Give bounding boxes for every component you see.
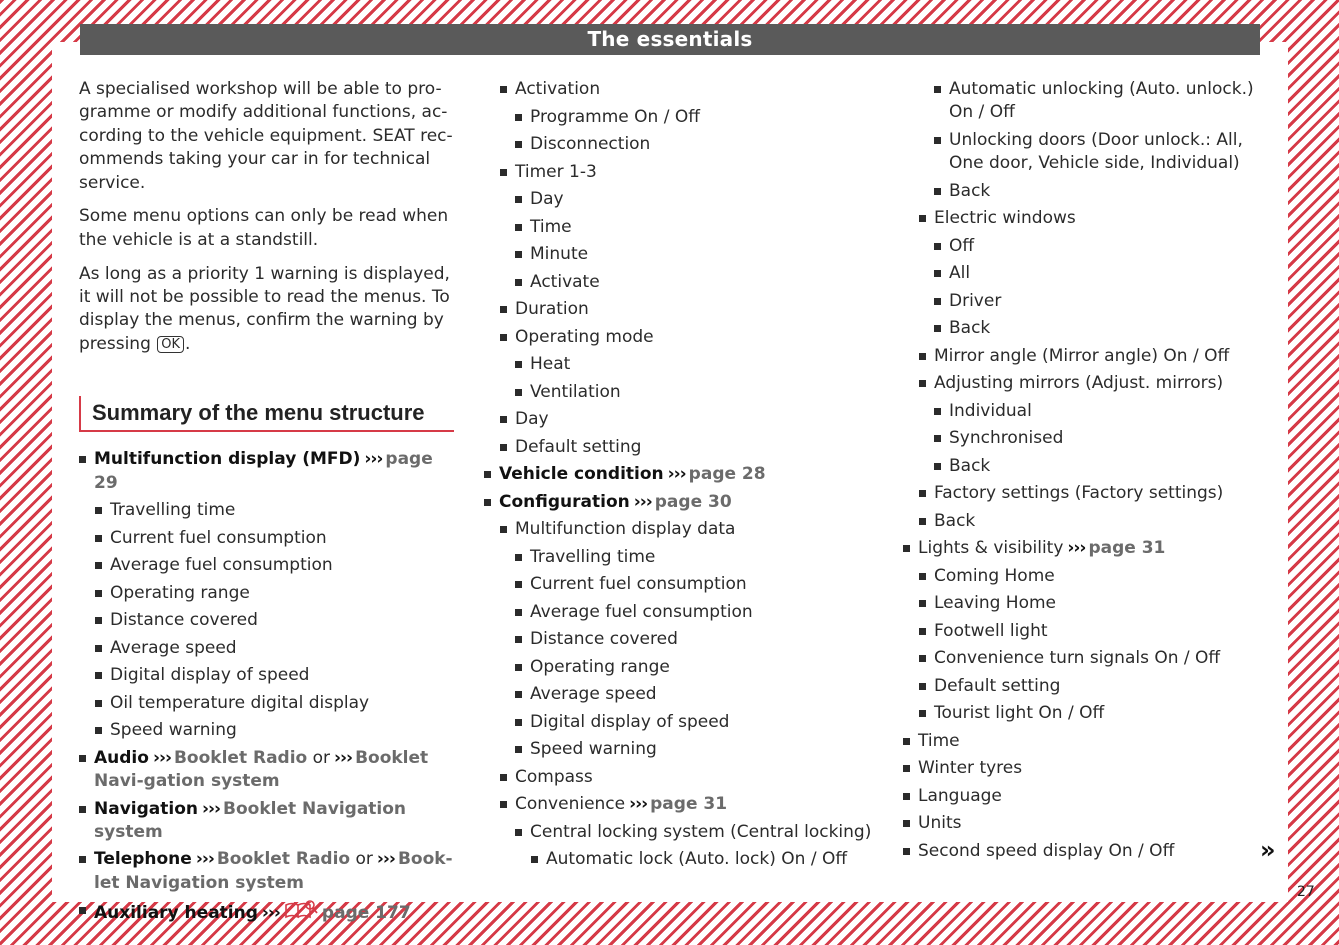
mfd-item: Distance covered	[95, 609, 457, 632]
intro-paragraph-3-text: As long as a priority 1 warning is displayed, it will not be possible to read the menus. To display the menus, confirm the warning by pressing	[79, 263, 450, 354]
menu-item-duration: Duration	[500, 298, 884, 321]
ref-arrow: ›››	[1067, 538, 1086, 559]
intro-paragraph-3	[79, 263, 457, 357]
mfd-data-item: Operating range	[515, 656, 884, 679]
ref-arrow: ›››	[195, 849, 214, 870]
mfd-item: Digital display of speed	[95, 664, 457, 687]
menu-item-operating-mode: Operating mode	[500, 326, 884, 349]
menu-item-back: Back	[919, 510, 1263, 533]
mfd-item: Operating range	[95, 582, 457, 605]
menu-list-col3	[903, 78, 1263, 863]
telephone-ref-navigation[interactable]: Book-let Navigation system	[94, 849, 453, 893]
mfd-data-item: Speed warning	[515, 738, 884, 761]
page-number: 27	[1297, 884, 1315, 900]
menu-item-activate: Activate	[515, 271, 884, 294]
menu-list-col2	[484, 78, 884, 871]
menu-item-top: Winter tyres	[903, 757, 1263, 780]
ref-arrow: ›››	[334, 747, 353, 768]
lights-item: Footwell light	[919, 620, 1263, 643]
menu-item-auxiliary-heating	[79, 899, 457, 928]
audio-ref-radio[interactable]: Booklet Radio	[173, 747, 308, 768]
menu-item-back: Back	[934, 180, 1263, 203]
menu-item-central-locking: Central locking system (Central locking)	[515, 821, 884, 844]
mfd-label: Multifunction display (MFD)	[94, 449, 361, 470]
vehicle-condition-label: Vehicle condition	[499, 464, 664, 484]
lights-item: Tourist light On / Off	[919, 702, 1263, 725]
menu-item-time: Time	[515, 216, 884, 239]
ref-arrow: ›››	[376, 849, 395, 870]
mfd-item: Average fuel consumption	[95, 554, 457, 577]
ref-arrow: ›››	[629, 794, 648, 814]
intro-paragraph-3-end: .	[185, 333, 191, 354]
adjusting-mirrors-item: Individual	[934, 400, 1263, 423]
menu-item-mirror-angle: Mirror angle (Mirror angle) On / Off	[919, 345, 1263, 368]
or-text: or	[355, 849, 373, 870]
adjusting-mirrors-item: Back	[934, 455, 1263, 478]
aux-heating-label: Auxiliary heating	[94, 903, 258, 924]
menu-item-heat: Heat	[515, 353, 884, 376]
configuration-label: Configuration	[499, 491, 630, 512]
menu-item-mfd-data: Multifunction display data	[500, 518, 884, 541]
adjusting-mirrors-item: Synchronised	[934, 427, 1263, 450]
electric-windows-item: Off	[934, 235, 1263, 258]
menu-item-adjusting-mirrors: Adjusting mirrors (Adjust. mirrors)	[919, 372, 1263, 395]
continue-arrow-icon: »	[1260, 836, 1276, 864]
menu-item-factory-settings: Factory settings (Factory settings)	[919, 482, 1263, 505]
lights-page-ref[interactable]: page 31	[1088, 538, 1166, 559]
menu-item-auto-lock: Automatic lock (Auto. lock) On / Off	[531, 848, 884, 871]
mfd-page-ref[interactable]: page 29	[94, 449, 433, 493]
menu-item-disconnection: Disconnection	[515, 133, 884, 156]
lights-label: Lights & visibility	[918, 538, 1064, 559]
menu-item-lights-visibility	[903, 537, 1263, 560]
column-1	[79, 78, 457, 933]
column-2	[484, 78, 884, 876]
aux-heating-page-ref[interactable]: page 177	[321, 903, 411, 924]
menu-item-ventilation: Ventilation	[515, 381, 884, 404]
menu-item-telephone	[79, 848, 457, 895]
ref-arrow: ›››	[667, 464, 686, 484]
or-text: or	[312, 747, 331, 768]
mfd-data-item: Current fuel consumption	[515, 573, 884, 596]
vehicle-condition-page-ref[interactable]: page 28	[688, 464, 766, 484]
ref-arrow: ›››	[261, 903, 280, 924]
menu-item-day: Day	[515, 188, 884, 211]
ref-arrow: ›››	[152, 747, 171, 768]
ref-arrow: ›››	[364, 449, 383, 470]
column-3	[903, 78, 1263, 867]
mfd-data-item: Average fuel consumption	[515, 601, 884, 624]
lights-item: Convenience turn signals On / Off	[919, 647, 1263, 670]
summary-heading: Summary of the menu structure	[79, 396, 454, 432]
menu-item-audio	[79, 747, 457, 794]
electric-windows-item: Back	[934, 317, 1263, 340]
ok-key-symbol: OK	[157, 336, 184, 353]
menu-list-col1	[79, 448, 457, 929]
menu-item-timer: Timer 1-3	[500, 161, 884, 184]
mfd-data-item: Average speed	[515, 683, 884, 706]
convenience-label: Convenience	[515, 794, 626, 814]
menu-item-minute: Minute	[515, 243, 884, 266]
menu-item-top: Time	[903, 730, 1263, 753]
menu-item-compass: Compass	[500, 766, 884, 789]
electric-windows-item: All	[934, 262, 1263, 285]
ref-arrow: ›››	[201, 798, 221, 819]
lights-item: Default setting	[919, 675, 1263, 698]
mfd-item: Speed warning	[95, 719, 457, 742]
navigation-ref[interactable]: Booklet Navigation system	[94, 798, 407, 842]
menu-item-programme: Programme On / Off	[515, 106, 884, 129]
menu-item-day: Day	[500, 408, 884, 431]
telephone-ref-radio[interactable]: Booklet Radio	[216, 849, 351, 870]
menu-item-top: Language	[903, 785, 1263, 808]
menu-item-top: Units	[903, 812, 1263, 835]
lights-item: Coming Home	[919, 565, 1263, 588]
intro-paragraph-1: A specialised workshop will be able to pro-gramme or modify additional functions, ac-cording to the vehicle equipment. SEAT rec-ommends taking your car in for technical service.	[79, 79, 453, 193]
menu-item-default-setting: Default setting	[500, 436, 884, 459]
mfd-data-item: Travelling time	[515, 546, 884, 569]
electric-windows-item: Driver	[934, 290, 1263, 313]
mfd-data-item: Digital display of speed	[515, 711, 884, 734]
menu-item-top: Second speed display On / Off	[903, 840, 1263, 863]
audio-ref-navigation[interactable]: Booklet Navi-gation system	[94, 747, 429, 792]
configuration-page-ref[interactable]: page 30	[654, 491, 732, 512]
mfd-item: Travelling time	[95, 499, 457, 522]
mfd-data-item: Distance covered	[515, 628, 884, 651]
menu-item-convenience	[500, 793, 884, 816]
audio-label: Audio	[94, 747, 149, 768]
mfd-item: Current fuel consumption	[95, 527, 457, 550]
menu-item-auto-unlock: Automatic unlocking (Auto. unlock.) On / Off	[934, 78, 1263, 125]
mfd-item: Average speed	[95, 637, 457, 660]
intro-paragraph-2: Some menu options can only be read when the vehicle is at a standstill.	[79, 206, 449, 250]
booklet-icon	[284, 899, 318, 928]
ref-arrow: ›››	[633, 491, 652, 512]
navigation-label: Navigation	[94, 798, 198, 819]
menu-item-configuration	[484, 491, 884, 514]
menu-item-activation: Activation	[500, 78, 884, 101]
menu-item-unlock-doors: Unlocking doors (Door unlock.: All, One door, Vehicle side, Individual)	[934, 129, 1263, 176]
telephone-label: Telephone	[94, 849, 192, 870]
mfd-item: Oil temperature digital display	[95, 692, 457, 715]
convenience-page-ref[interactable]: page 31	[650, 794, 728, 814]
menu-item-mfd	[79, 448, 457, 495]
section-header-bar: The essentials	[80, 24, 1260, 55]
lights-item: Leaving Home	[919, 592, 1263, 615]
menu-item-electric-windows: Electric windows	[919, 207, 1263, 230]
menu-item-navigation	[79, 798, 457, 845]
menu-item-vehicle-condition	[484, 463, 884, 486]
